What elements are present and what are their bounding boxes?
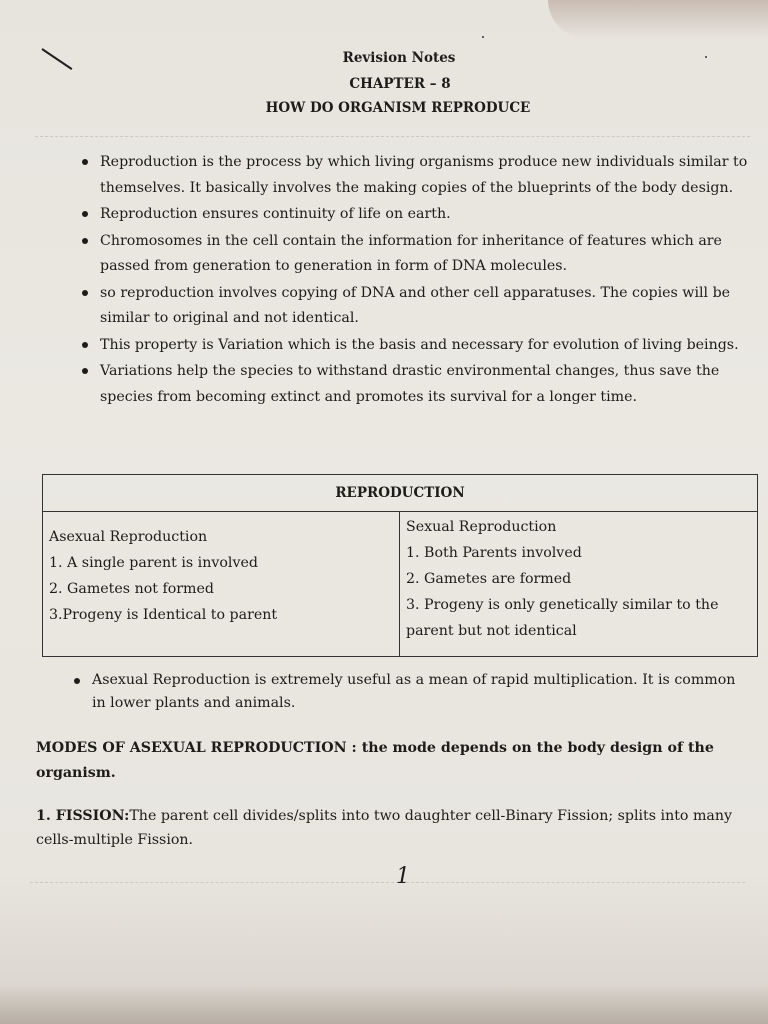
bullet-list [70,150,750,411]
asexual-column [43,512,400,656]
list-item: This property is Variation which is the basis and necessary for evolution of living beings. [70,333,750,359]
page-edge-shadow [548,0,768,38]
table-cell: Asexual Reproduction [49,529,208,545]
table-body [43,512,757,656]
divider-line [35,136,750,137]
table-heading: REPRODUCTION [43,475,757,512]
asexual-note [62,669,742,716]
divider-line [30,882,745,883]
list-item: Asexual Reproduction is extremely useful as a mean of rapid multiplication. It is common in lower plants and animals. [62,669,742,715]
list-item: Reproduction ensures continuity of life on earth. [70,202,750,228]
section-heading: MODES OF ASEXUAL REPRODUCTION : the mode depends on the body design of the organism. [36,740,714,781]
fission-label: 1. FISSION: [36,808,130,824]
list-item: Variations help the species to withstand drastic environmental changes, thus save the species from becoming extinct and promotes its survival for a longer time. [70,359,750,410]
table-cell: 2. Gametes not formed [49,581,214,597]
list-item: Reproduction is the process by which living organisms produce new individuals similar to themselves. It basically involves the making copies of the blueprints of the body design. [70,150,750,201]
table-cell: 2. Gametes are formed [406,571,572,587]
ink-speck [482,36,484,38]
reproduction-table [42,474,758,657]
page-bottom-shadow [0,984,768,1024]
fission-paragraph [36,804,736,852]
document-title: Revision Notes [342,50,456,66]
sexual-column [400,512,757,656]
list-item: so reproduction involves copying of DNA and other cell apparatuses. The copies will be similar to original and not identical. [70,281,750,332]
table-cell: 1. A single parent is involved [49,555,258,571]
fission-text: The parent cell divides/splits into two daughter cell-Binary Fission; splits into many cells-multiple Fission. [36,808,733,848]
table-cell: 3. Progeny is only genetically similar to the parent but not identical [406,597,719,639]
chapter-title: HOW DO ORGANISM REPRODUCE [265,100,531,116]
chapter-label: CHAPTER – 8 [349,76,451,92]
list-item: Chromosomes in the cell contain the information for inheritance of features which are passed from generation to generation in form of DNA molecules. [70,229,750,280]
table-cell: 1. Both Parents involved [406,545,582,561]
table-cell: 3.Progeny is Identical to parent [49,607,278,623]
table-cell: Sexual Reproduction [406,519,557,535]
page-number: 1 [396,864,410,889]
